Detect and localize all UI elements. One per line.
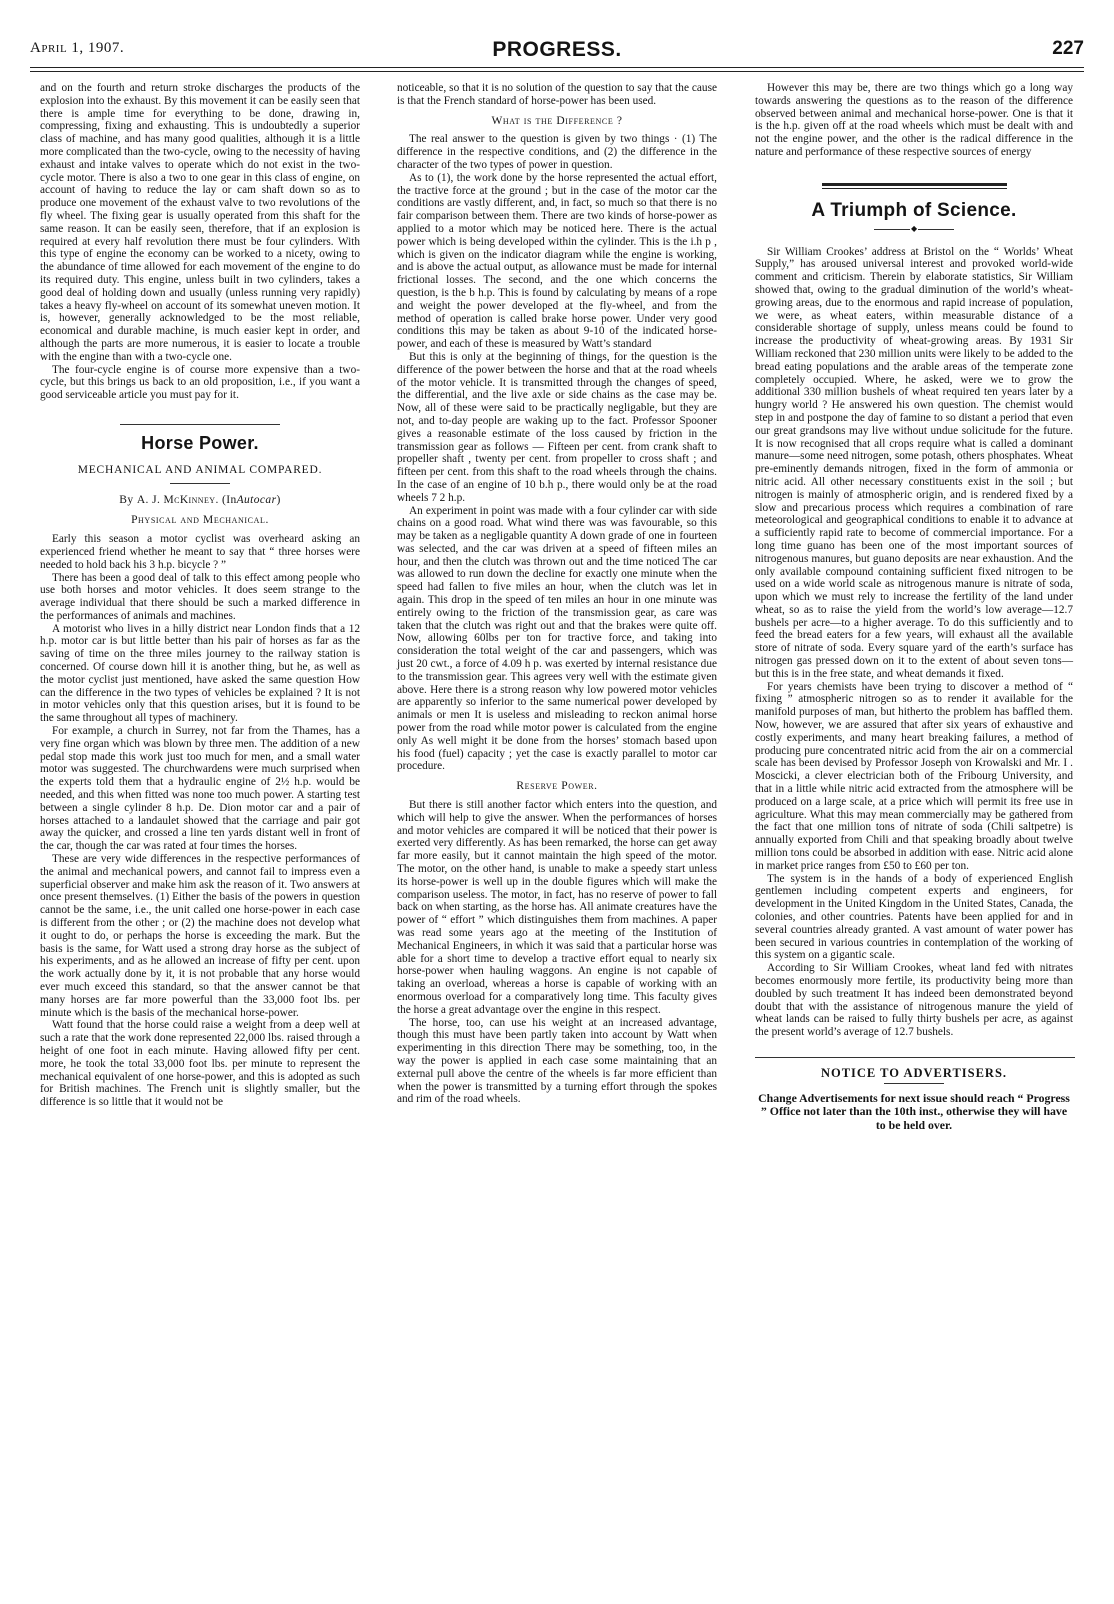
notice-text: Change Advertisements for next issue should reach “ Progress ” Office not later than the 10th inst., otherwise they will have to be held over. [758,1090,1070,1132]
byline-source-open: (In [222,493,237,506]
notice-title: NOTICE TO ADVERTISERS. [820,1065,1008,1080]
paragraph: The four-cycle engine is of course more expensive than a two-cycle, but this brings us back to an old proposition, i.e., if you want a good serviceable article you must pay for it. [40,363,360,402]
byline-author: A. J. McKinney. [136,493,219,506]
subhead-reserve-power: Reserve Power. [516,780,598,793]
paragraph: For years chemists have been trying to discover a method of “ fixing ” atmospheric nitrogen so as to render it available for the manifold purposes of man, but hitherto the problem has baffled them. Now, however, we are assured that after six years of exhaustive and costly experiments, and many heart breaking failures, a method of producing pure concentrated nitric acid from the air on a commercial scale has been devised by Professor Joseph von Krowalski and Mr. I . Moscicki, a clever electrician both of the Fribourg University, and that in a little while nitric acid extracted from the atmosphere will be produced on a large scale, at a price which will permit its free use in agriculture. What this may mean commercially may be gathered from the fact that one million tons of nitrate of soda (Chili saltpetre) is annually exported from Chili and that speaking broadly about twelve million tons could be absorbed in addition with ease. Nitric acid alone in market price ranges from £50 to £60 per ton. [755,680,1073,872]
section-divider [120,424,280,425]
publication-title: PROGRESS. [492,38,622,61]
subhead-what-is-the-difference: What is the Difference ? [491,114,623,127]
article-title-horse-power: Horse Power. [141,432,259,453]
notice-rule [884,1083,944,1084]
page-number: 227 [1052,38,1084,59]
column-right [755,82,1073,1132]
issue-date: April 1, 1907. [30,40,125,56]
article-title-triumph-of-science: A Triumph of Science. [811,199,1017,221]
section-divider-thick [822,183,1007,186]
paragraph: The horse, too, can use his weight at an increased advantage, though this must have been partly taken into account by Watt when experimenting in this direction There may be something, too, in the way the power is applied in each case some maintaining that an external pull above the centre of the wheels is far more efficient than when the power is transmitted by a turning effort through the spokes and rim of the road wheels. [397,1016,717,1106]
paragraph: These are very wide differences in the respective performances of the animal and mechanical powers, and cannot fail to impress even a superficial observer and make him ask the reason of it. Two answers at once present themselves. (1) Either the basis of the powers in question cannot be the same, i.e., the unit called one horse-power in each case is different from the other ; or (2) the machine does not develop what it ought to do, or perhaps the horse is exceeding the mark. But the basis is the same, for Watt used a strong dray horse as the subject of his experiments, and as he allowed an increase of fifty per cent. upon the work actually done by it, it is not probable that any horse would ever much exceed this standard, so that the answer cannot be that many horses are far more powerful than the 33,000 foot lbs. per minute which is the basis of the mechanical horse-power. [40,853,360,1019]
paragraph: Sir William Crookes’ address at Bristol on the “ Worlds’ Wheat Supply,” has aroused universal interest and provoked world-wide comment and criticism. Therein by elaborate statistics, Sir William showed that, owing to the gradual diminution of the world’s wheat-growing areas, due to the enormous and rapid increase of population, we were, as wheat eaters, within measurable distance of a considerable shortage of supply, unless means could be found to increase the productivity of wheat-growing areas. By 1931 Sir William reckoned that 230 million units were likely to be added to the bread eating populations and the arable areas of the temperate zone completely occupied. Where, he asked, were we to grow the additional 330 million bushels of wheat required ten years later by a hungry world ? He answered his own question. The chemist would step in and postpone the day of famine to so distant a period that even our great grandsons may live without undue solicitude for the future. It is now recognised that all crops require what is called a dominant manure—some need nitrogen, some potash, others phosphates. Wheat pre-eminently demands nitrogen, fixed in the form of ammonia or nitric acid. All other necessary constituents exist in the soil ; but nitrogen is mainly of atmospheric origin, and is rendered fixed by a slow and precarious process which requires a combination of rare meteorological and geographical conditions to enable it to advance at a sufficiently rapid rate to become of commercial importance. For a long time guano has been one of the most important sources of nitrogenous manures, but guano deposits are near exhaustion. And the only available compound containing sufficient fixed nitrogen to be used on a wide world scale as nitrogenous manure is nitrate of soda, upon which we must rely to increase the fertility of the land under wheat, so as to raise the yield from the world’s low average—12.7 bushels per acre—to a higher average. To do this sufficiently and to feed the bread eaters for a few years, will exhaust all the available store of nitrate of soda. Every square yard of the earth’s surface has nitrogen gas pressed down on it to the extent of about seven tons—but this is in the free state, and wheat demands it fixed. [755,245,1073,680]
paragraph: However this may be, there are two things which go a long way towards answering the questions as to the reason of the difference observed between animal and mechanical horse-power. One is that it is the h.p. given off at the road wheels which must be dealt with and not the engine power, and the other is the radical difference in the nature and performance of these respective sources of energy [755,82,1073,158]
section-divider-thin [822,188,1007,189]
article-byline [40,494,360,507]
page-header [30,38,1084,62]
diamond-ornament [874,223,954,233]
paragraph: Watt found that the horse could raise a weight from a deep well at such a rate that the work done represented 22,000 lbs. raised through a height of one foot in each minute. Having allowed fifty per cent. more, he took the total 33,000 foot lbs. per minute to represent the mechanical equivalent of one horse-power, and this is adopted as such for British machines. The French unit is slightly smaller, but the difference is so little that it would not be [40,1019,360,1109]
paragraph: A motorist who lives in a hilly district near London finds that a 12 h.p. motor car is but little better than his pair of horses as far as the saving of time on the three miles journey to the railway station is concerned. Of course down hill it is another thing, but he, as well as the motor cyclist just mentioned, have asked the same question How can the difference in the two types of vehicles be explained ? It is not in motor vehicles only that this question arises, but it is found to be the same throughout all types of machinery. [40,622,360,725]
paragraph: and on the fourth and return stroke discharges the products of the explosion into the exhaust. By this movement it can be easily seen that there is ample time for everything to be done, drawing in, compressing, fixing and exhausting. This is undoubtedly a superior class of machine, and has many good qualities, although it is a little more complicated than the two-cycle, owing to the necessity of having exhaust and intake valves to operate which do not exist in the two-cycle motor. There is also a two to one gear in this class of engine, on account of having to reduce the lay or cam shaft down so as to produce one movement of the exhaust valve to two revolutions of the fly wheel. The fixing gear is usually operated from this shaft for the same reason. It can be easily seen, therefore, that if an explosion is required at every half revolution there must be four cylinders. With this type of engine the economy can be worked to a nicety, owing to the abundance of time allowed for each movement of the engine to do its required duty. This engine, unless built in two cylinders, takes a good deal of holding down and usually (unless running very rapidly) takes a heavy fly-wheel on account of its somewhat uneven motion. It is, however, generally acknowledged to be the most reliable, economical and durable machine, is much easier kept in order, and although the parts are more numerous, it is easier to locate a trouble with the engine than with a two-cycle one. [40,82,360,363]
notice-divider [755,1057,1075,1058]
kicker-rule [170,483,230,484]
paragraph: There has been a good deal of talk to this effect among people who use both horses and motor vehicles. It does seem strange to the average individual that there should be such a marked difference in the performances of animals and machines. [40,571,360,622]
paragraph: noticeable, so that it is no solution of the question to say that the cause is that the French standard of horse-power has been used. [397,82,717,107]
paragraph: For example, a church in Surrey, not far from the Thames, has a very fine organ which was blown by three men. The addition of a new pedal stop made this work just too much for men, and a small water motor was suggested. The churchwardens were much surprised when the experts told them that a hydraulic engine of 2½ h.p. would be needed, and this when fitted was none too much power. A starting test between a single cylinder 8 h.p. De. Dion motor car and a pair of horses attached to a landaulet showed that the carriage and pair got away the quicker, and crossed a line ten yards distant well in front of the car, though the car was rated at four times the horses. [40,725,360,853]
paragraph: According to Sir William Crookes, wheat land fed with nitrates becomes enormously more fertile, its productivity being more than doubled by such treatment It has indeed been demonstrated beyond doubt that with the assistance of nitrogenous manure the yield of wheat lands can be raised to fully thirty bushels per acre, as against the present world’s average of 12.7 bushels. [755,962,1073,1039]
column-left [40,82,360,1109]
byline-source: Autocar [236,493,277,506]
subhead-physical-mechanical: Physical and Mechanical. [131,514,269,527]
byline-source-close: ) [276,493,281,506]
paragraph: The real answer to the question is given by two things · (1) The difference in the respective conditions, and (2) the difference in the character of the two types of power in question. [397,133,717,171]
article-kicker: MECHANICAL AND ANIMAL COMPARED. [77,463,323,476]
paragraph: But there is still another factor which enters into the question, and which will help to give the answer. When the performances of horses and motor vehicles are compared it will be noticed that their power is exerted very differently. As has been remarked, the horse can get away far more easily, but it cannot maintain the high speed of the motor. The motor, on the other hand, is unable to make a speedy start unless its horse-power is well up in the double figures which will make the comparison useless. The motor, in fact, has no reserve of power to fall back on when starting, as the horse has. All animate creatures have the power of “ effort ” which distinguishes them from machines. A paper was read some years ago at the meeting of the Institution of Mechanical Engineers, in which it was said that a particular horse was able for a short time to develop a tractive effort equal to nearly six horse-power when hauling waggons. An engine is not capable of taking an overload, whereas a horse is capable of working with an enormous overload for a comparatively long time. This faculty gives the horse a great advantage over the engine in this respect. [397,799,717,1016]
paragraph: As to (1), the work done by the horse represented the actual effort, the tractive force at the ground ; but in the case of the motor car the conditions are vastly different, and, in fact, so much so that there is no fair comparison between them. There are two kinds of horse-power as applied to a motor which may be noticed here. There is the actual power which is being developed within the cylinder. This is the i.h p , which is given on the indicator diagram while the engine is working, and is above the actual output, as allowance must be made for internal frictional losses. The second, and the one which concerns the question, is the b h.p. This is found by calculating by means of a rope and weight the power developed at the fly-wheel, and from the method of operation is called brake horse power. Under very good conditions this may be taken as about 9-10 of the indicated horse-power, and each of these is measured by Watt’s standard [397,171,717,351]
paragraph: But this is only at the beginning of things, for the question is the difference of the power between the horse and that at the road wheels of the motor vehicle. It is transmitted through the changes of speed, the differential, and the live axle or side chains as the case may be. Now, all of these were said to be practically negligable, but they are not, and to-day people are waking up to the fact. Professor Spooner gives a reasonable estimate of the loss caused by friction in the transmission gear as follows — Fifteen per cent. from crank shaft to propeller shaft , twenty per cent. from propeller to cross shaft ; and fifteen per cent. from this shaft to the road wheels through the chains. In the case of an engine of 10 b.h p., there would only be at the road wheels 7 2 h.p. [397,350,717,504]
diamond-icon: ◆ [911,223,918,233]
header-rule-top [30,67,1084,68]
header-rule-bottom [30,71,1084,72]
byline-by: By [119,493,134,506]
paragraph: The system is in the hands of a body of experienced English gentlemen including competent experts and engineers, for development in the United Kingdom in the United States, Canada, the colonies, and other countries. Patents have been applied for and in several countries already granted. A vast amount of water power has been secured in various countries in contemplation of the working of this system on a gigantic scale. [755,872,1073,962]
paragraph: Early this season a motor cyclist was overheard asking an experienced friend whether he meant to say that “ three horses were needed to hold back his 3 h.p. bicycle ? ” [40,533,360,571]
paragraph: An experiment in point was made with a four cylinder car with side chains on a good road. What wind there was was favourable, so this may be taken as a negligable quantity A down grade of one in fourteen was selected, and the car was driven at a speed of fifteen miles an hour, and then the clutch was thrown out and the time noticed The car was allowed to run down the decline for exactly one minute when the speed had fallen to five miles an hour, when the clutch was let in again. This drop in the speed of ten miles an hour in one minute was entirely owing to the friction of the transmission gear, as care was taken that the clutch was right out and that the brakes were quite off. Now, allowing 60lbs per ton for tractive force, and taking into consideration the total weight of the car and passengers, which was just 20 cwt., a force of 4.09 h p. was exerted by internal resistance due to the transmission gear. This agrees very well with the estimate given above. Here there is a strong reason why low powered motor vehicles are apparently so inferior to the same numerical power developed by animals or men It is useless and misleading to reckon animal horse power from the road while motor power is calculated from the engine only As well might it be done from the horses’ stomach based upon his food (fuel) capacity ; yet the case is exactly parallel to motor car procedure. [397,504,717,773]
column-middle [397,82,717,1106]
